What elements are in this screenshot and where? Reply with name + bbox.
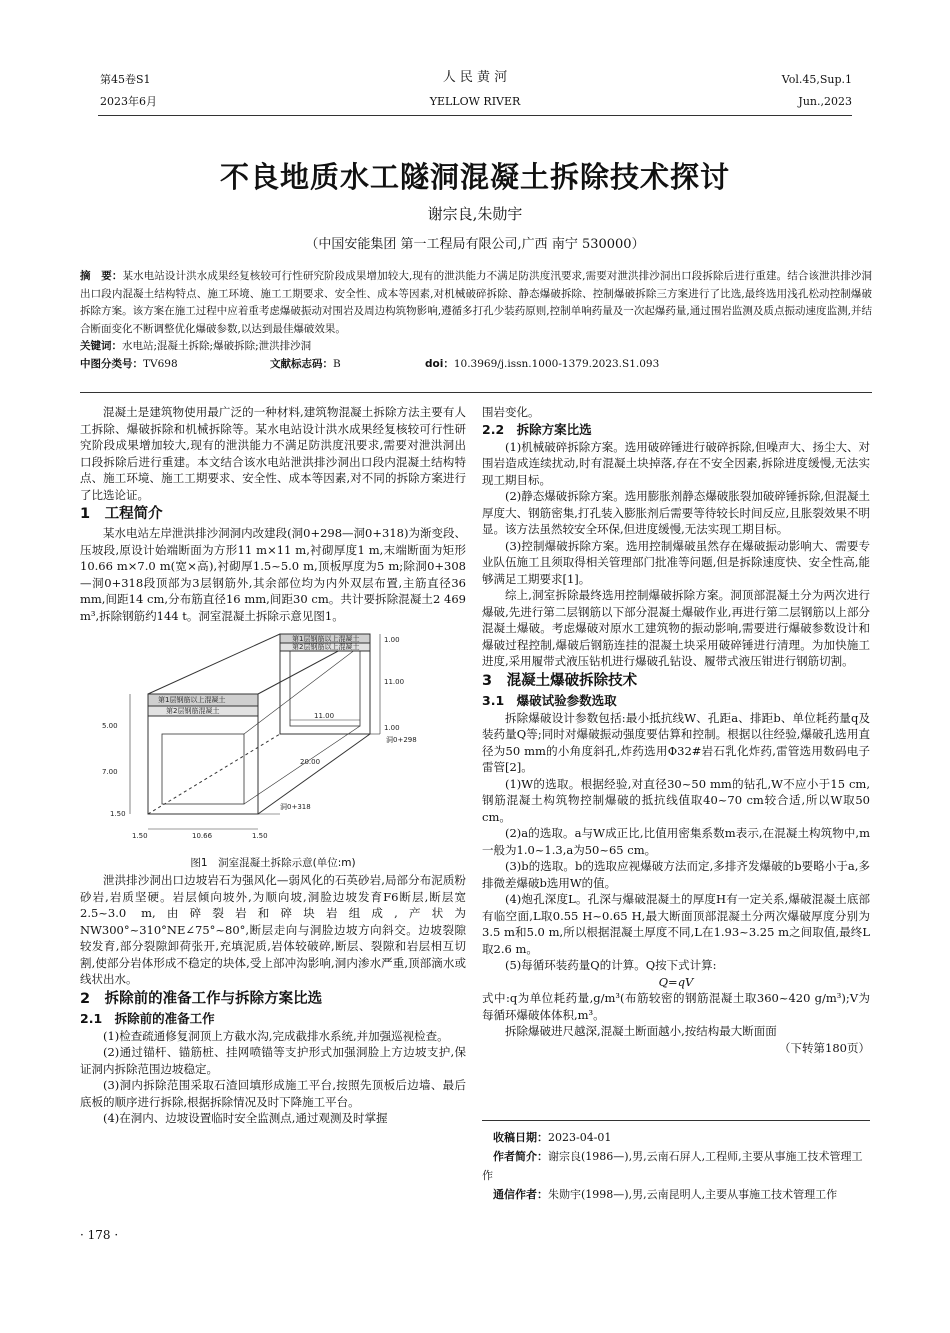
formula: Q=qV [658,974,694,989]
dim-1-00-bottom: 1.00 [384,724,400,732]
dim-10-66: 10.66 [192,832,213,840]
author-bio-label: 作者简介： [493,1150,548,1163]
dim-1-50-bottom-right: 1.50 [252,832,268,840]
dim-11-00-vertical: 11.00 [384,678,405,686]
params-intro: 拆除爆破设计参数包括:最小抵抗线W、孔距a、排距b、单位耗药量q及装药量Q等;同时对爆破振动强度要估算和控制。根据以往经验,爆破孔选用直径为50 mm的小角度斜孔,炸药选用Φ32#岩石乳化炸药,雷管选用数码电子雷管[2]。 [482,710,870,774]
keywords-label: 关键词： [80,340,122,352]
label-layer2-front: 第2层钢筋混凝土 [166,707,220,715]
abstract-label: 摘 要： [80,270,123,282]
paper-authors: 谢宗良,朱勋宇 [427,205,523,223]
scheme-static: (2)静态爆破拆除方案。选用膨胀剂静态爆破胀裂加破碎锤拆除,但混凝土厚度大、钢筋密集,打孔装入膨胀剂后需要等待较长时间反应,且胀裂效果不明显。该方法虽然较安全环保,但进度缓慢,无法实现工期目标。 [482,489,870,536]
received-date: 2023-04-01 [548,1131,612,1144]
page-number: · 178 · [80,1228,119,1242]
footnotes [482,1128,870,1204]
journal-name-cn: 人 民 黄 河 [442,70,508,85]
formula-explanation: 式中:q为单位耗药量,g/m³(布筋较密的钢筋混凝土取360~420 g/m³);V为每循环爆破体体积,m³。 [482,991,870,1022]
left-column [80,404,466,1127]
header-volume: 第45卷S1 [100,73,151,86]
header-date-en: Jun.,2023 [798,95,852,108]
doi: 10.3969/j.issn.1000-1379.2023.S1.093 [453,357,660,370]
scheme-controlled: (3)控制爆破拆除方案。选用控制爆破虽然存在爆破振动影响大、需要专业队伍施工且须取得相关管理部门批准等问题,但是拆除速度快、安全性高,能够满足工期要求[1]。 [482,538,870,586]
label-layer2-top: 第2层钢筋以上混凝土 [292,643,360,651]
keywords: 水电站;混凝土拆除;爆破拆除;泄洪排沙洞 [122,340,312,352]
param-b: (3)b的选取。b的选取应视爆破方法而定,多排齐发爆破的b要略小于a,多排微差爆破b选用W的值。 [482,859,870,890]
blast-depth-text: 拆除爆破进尺越深,混凝土断面越小,按结构最大断面面 [505,1024,777,1038]
continued-note: （下转第180页） [779,1040,870,1055]
param-l: (4)炮孔深度L。孔深与爆破混凝土的厚度H有一定关系,爆破混凝土底部有临空面,L取0.55 H~0.65 H,最大断面顶部混凝土分两次爆破厚度分别为3.5 m和5.0 m,所以根据混凝土厚度不同,L在1.93~3.25 m之间取值,最终L取2.6 m。 [482,892,870,956]
section-1-paragraph-1: 某水电站左岸泄洪排沙洞洞内改建段(洞0+298—洞0+318)为渐变段、压坡段,原设计始端断面为方形11 m×11 m,衬砌厚度1 m,末端断面为矩形10.66 m×7.0 m(宽×高),衬砌厚1.5~5.0 m,顶板厚度为5 m;除洞0+308—洞0+318段顶部为3层钢筋外,其余部位均为内外双层布置,主筋直径36 mm,间距14 cm,分布筋直径16 mm,间距30 cm。共计要拆除混凝土2 469 m³,拆除钢筋约144 t。洞室混凝土拆除示意见图1。 [80,526,466,623]
section-2-heading: 2 拆除前的准备工作与拆除方案比选 [80,990,323,1007]
dim-1-50-left: 1.50 [110,810,126,818]
prep-item-4: (4)在洞内、边坡设置临时安全监测点,通过观测及时掌握 [103,1111,388,1125]
section-3-1-heading: 3.1 爆破试验参数选取 [482,692,617,708]
section-1-heading: 1 工程简介 [80,506,163,522]
station-0-298: 洞0+298 [386,736,417,744]
header-volume-en: Vol.45,Sup.1 [781,73,852,86]
doi-label: doi： [425,357,454,370]
section-3-heading: 3 混凝土爆破拆除技术 [482,672,638,689]
prep-item-2: (2)通过锚杆、锚筋桩、挂网喷锚等支护形式加强洞脸上方边坡支护,保证洞内拆除范围边坡稳定。 [80,1045,466,1076]
footnote-rule [482,1120,870,1121]
label-layer1-top: 第1层钢筋以上混凝土 [292,635,360,643]
received-label: 收稿日期： [493,1131,548,1144]
right-column [482,404,870,1056]
clc-code: TV698 [143,357,178,370]
prep-item-1: (1)检查疏通修复洞顶上方截水沟,完成截排水系统,并加强巡视检查。 [103,1028,449,1043]
corr-author: 朱勋宇(1998—),男,云南昆明人,主要从事施工技术管理工作 [548,1188,838,1201]
header-rule [98,115,852,116]
dim-1-00-top: 1.00 [384,636,400,644]
dim-20-00: 20.00 [300,758,321,766]
scheme-summary: 综上,洞室拆除最终选用控制爆破拆除方案。洞顶部混凝土分为两次进行爆破,先进行第二层钢筋以下部分混凝土爆破作业,再进行第二层钢筋以上部分混凝土爆破。考虑爆破对原水工建筑物的振动影响,需要进行爆破参数设计和爆破过程控制,爆破后钢筋连挂的混凝土块采用破碎锤进行清理。为加快施工进度,采用履带式液压钻机进行爆破孔钻设、履带式液压钳进行钢筋切割。 [482,588,870,668]
station-0-318: 洞0+318 [280,803,311,811]
dim-7-00: 7.00 [102,768,118,776]
abstract-block [80,268,872,373]
scheme-mechanical: (1)机械破碎拆除方案。选用破碎锤进行破碎拆除,但噪声大、扬尘大、对围岩造成连续扰动,时有混凝土块掉落,存在不安全因素,拆除进度缓慢,无法实现工期目标。 [482,439,870,487]
tunnel-demolition-diagram [80,624,466,854]
figure-1 [80,624,466,854]
prep-item-3: (3)洞内拆除范围采取石渣回填形成施工平台,按照先顶板后边墙、最后底板的顺序进行拆除,根据拆除情况及时下降施工平台。 [80,1078,466,1109]
label-layer1-front: 第1层钢筋以上混凝土 [158,696,226,704]
dim-5-00: 5.00 [102,722,118,730]
front-section-inner [162,734,244,804]
param-w: (1)W的选取。根据经验,对直径30~50 mm的钻孔,W不应小于15 cm,钢筋混凝土构筑物控制爆破的抵抗线值取40~70 cm较合适,所以W取50 cm。 [482,776,870,824]
header-date: 2023年6月 [100,95,157,108]
paper-title: 不良地质水工隧洞混凝土拆除技术探讨 [219,160,730,194]
doc-code: B [333,357,341,370]
intro-paragraph: 混凝土是建筑物使用最广泛的一种材料,建筑物混凝土拆除方法主要有人工拆除、爆破拆除和机械拆除等。某水电站设计洪水成果经复核较可行性研究阶段成果增加较大,现有的泄洪能力不满足防洪度汛要求,需要对泄洪洞出口段拆除后进行重建。本文结合该水电站泄洪排沙洞出口段内混凝土结构特点、施工环境、施工工期要求、安全性、成本等因素,对不同的拆除方案进行了比选论证。 [80,405,466,502]
abstract-rule [80,392,872,393]
corr-author-label: 通信作者： [493,1188,548,1201]
author-bio: 谢宗良(1986—),男,云南石屏人,工程师,主要从事施工技术管理工作 [482,1150,863,1182]
doc-code-label: 文献标志码： [270,357,333,370]
figure-1-caption: 图1 洞室混凝土拆除示意(单位:m) [190,857,356,869]
param-q: (5)每循环装药量Q的计算。Q按下式计算: [505,958,717,972]
param-a: (2)a的选取。a与W成正比,比值用密集系数m表示,在混凝土构筑物中,m一般为1.0~1.3,a为50~65 cm。 [482,826,870,857]
journal-name-en: YELLOW RIVER [429,95,521,108]
continuation-text: 围岩变化。 [482,405,540,419]
section-1-paragraph-2: 泄洪排沙洞出口边坡岩石为强风化—弱风化的石英砂岩,局部分布泥质粉砂岩,岩质坚硬。岩层倾向坡外,为顺向坡,洞脸边坡发育F6断层,断层宽2.5~3.0 m,由碎裂岩和碎块岩组成,产状为NW300°~310°NE∠75°~80°,断层走向与洞脸边坡方向斜交。边坡裂隙较发育,部分裂隙卸荷张开,充填泥质,岩体较破碎,断层、裂隙和岩层相互切割,使部分岩体形成不稳定的块体,受上部冲沟影响,洞内渗水严重,顶部滴水或线状出水。 [80,873,466,986]
paper-affiliation: （中国安能集团 第一工程局有限公司,广西 南宁 530000） [305,237,645,252]
clc-label: 中图分类号： [80,357,143,370]
section-2-1-heading: 2.1 拆除前的准备工作 [80,1010,215,1026]
dim-11-00-horizontal: 11.00 [314,712,335,720]
section-2-2-heading: 2.2 拆除方案比选 [482,421,592,437]
dim-1-50-bottom-left: 1.50 [132,832,148,840]
abstract-text: 某水电站设计洪水成果经复核较可行性研究阶段成果增加较大,现有的泄洪能力不满足防洪度汛要求,需要对泄洪排沙洞出口段拆除后进行重建。结合该泄洪排沙洞出口段内混凝土结构特点、施工环境、施工工期要求、安全性、成本等因素,对机械破碎拆除、静态爆破拆除、控制爆破拆除三方案进行了比选,最终选用浅孔松动控制爆破拆除方案。该方案在施工过程中应着重考虑爆破振动对围岩及周边构筑物影响,遵循多打孔少装药原则,控制单响药量及一次起爆药量,通过围岩监测及质点振动速度监测,并结合断面变化不断调整优化爆破参数,以达到最佳爆破效果。 [80,270,872,335]
